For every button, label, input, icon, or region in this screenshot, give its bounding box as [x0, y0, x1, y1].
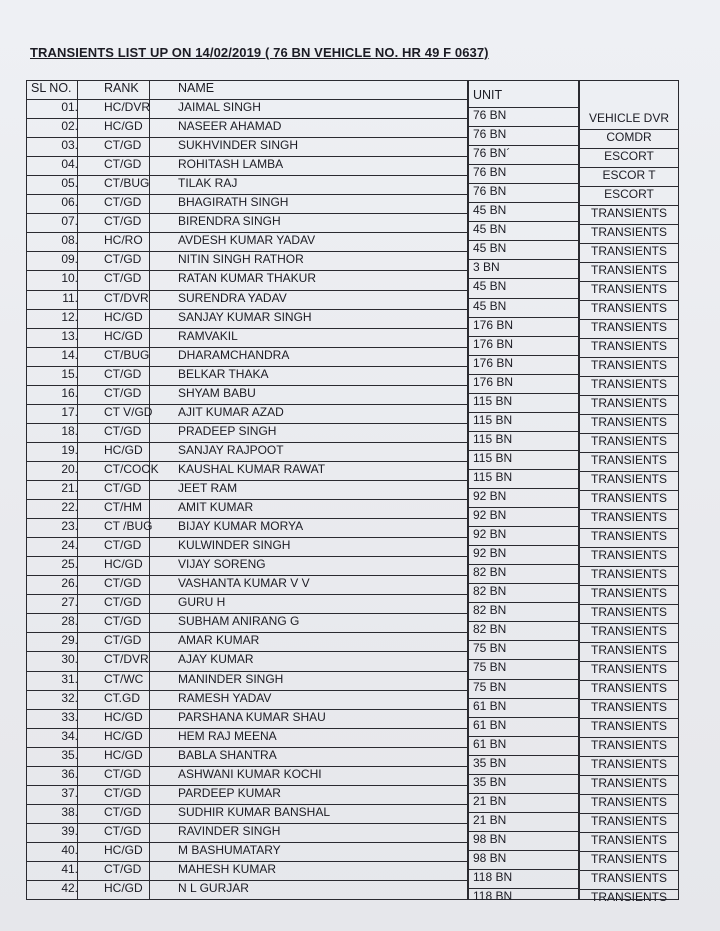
cell-vehicle-role: TRANSIENTS: [590, 206, 667, 220]
cell-unit: 92 BN: [473, 527, 507, 542]
cell-unit: 75 BN: [473, 660, 507, 675]
cell-unit: 115 BN: [473, 431, 513, 446]
cell-name: JEET RAM: [178, 481, 238, 495]
cell-sl-no: 06.: [61, 195, 78, 210]
cell-sl-no: 02.: [61, 119, 78, 134]
cell-sl-no: 12.: [61, 309, 78, 324]
cell-rank: CT/BUG: [104, 176, 150, 191]
cell-unit: 76 BN: [473, 127, 507, 142]
cell-sl-no: 05.: [61, 176, 78, 191]
cell-rank: CT/BUG: [104, 347, 150, 362]
cell-sl-no: 36.: [61, 766, 78, 781]
cell-unit: 3 BN: [473, 260, 500, 275]
cell-sl-no: 23.: [61, 519, 78, 534]
cell-name: SHYAM BABU: [178, 385, 256, 400]
cell-name: BABLA SHANTRA: [178, 747, 277, 762]
cell-unit: 76 BN: [473, 165, 507, 180]
cell-rank: CT/WC: [104, 671, 144, 686]
cell-vehicle-role: ESCOR T: [602, 168, 656, 182]
cell-vehicle-role: TRANSIENTS: [590, 890, 667, 904]
cell-sl-no: 08.: [61, 233, 78, 248]
cell-name: RATAN KUMAR THAKUR: [178, 271, 317, 286]
header-unit: UNIT: [473, 88, 503, 102]
cell-unit: 115 BN: [473, 450, 513, 465]
cell-vehicle-role: TRANSIENTS: [590, 301, 667, 315]
cell-unit: 21 BN: [473, 812, 507, 827]
cell-rank: HC/GD: [104, 747, 143, 762]
cell-vehicle-role: TRANSIENTS: [590, 662, 667, 676]
cell-vehicle-role: TRANSIENTS: [590, 377, 667, 391]
cell-sl-no: 14.: [61, 347, 78, 362]
cell-name: M BASHUMATARY: [178, 842, 281, 857]
cell-sl-no: 40.: [61, 842, 78, 857]
cell-vehicle-role: TRANSIENTS: [590, 719, 667, 733]
row-divider: [27, 594, 467, 595]
cell-sl-no: 13.: [61, 328, 78, 343]
cell-unit: 118 BN: [473, 870, 513, 884]
cell-sl-no: 11.: [62, 290, 78, 305]
cell-rank: CT/GD: [104, 595, 142, 610]
cell-sl-no: 29.: [61, 633, 78, 648]
cell-sl-no: 31.: [61, 671, 78, 686]
cell-sl-no: 33.: [61, 709, 78, 724]
cell-unit: 82 BN: [473, 603, 507, 618]
cell-sl-no: 27.: [61, 595, 78, 610]
cell-unit: 92 BN: [473, 546, 507, 561]
cell-rank: CT/GD: [104, 804, 142, 819]
cell-unit: 115 BN: [473, 469, 513, 484]
cell-rank: CT/GD: [104, 138, 142, 153]
cell-vehicle-role: TRANSIENTS: [590, 510, 667, 524]
cell-name: BHAGIRATH SINGH: [178, 195, 289, 210]
cell-sl-no: 38.: [61, 804, 78, 819]
cell-rank: CT/GD: [104, 766, 142, 781]
cell-name: PARDEEP KUMAR: [178, 785, 281, 800]
cell-vehicle-role: TRANSIENTS: [590, 795, 667, 809]
cell-sl-no: 32.: [61, 690, 78, 705]
cell-unit: 92 BN: [473, 508, 507, 523]
cell-name: BIJAY KUMAR MORYA: [178, 519, 304, 534]
cell-sl-no: 34.: [61, 728, 78, 743]
cell-unit: 176 BN: [473, 317, 514, 332]
row-divider: [27, 480, 467, 481]
cell-name: ROHITASH LAMBA: [178, 157, 284, 172]
cell-sl-no: 30.: [61, 652, 78, 667]
cell-name: AMIT KUMAR: [178, 500, 254, 515]
cell-sl-no: 28.: [61, 614, 78, 629]
cell-vehicle-role: TRANSIENTS: [590, 567, 667, 581]
header-rank: RANK: [104, 81, 139, 95]
cell-name: RAVINDER SINGH: [178, 823, 281, 838]
cell-unit: 176 BN: [473, 374, 514, 389]
cell-name: ASHWANI KUMAR KOCHI: [178, 766, 322, 781]
cell-name: SUBHAM ANIRANG G: [178, 614, 300, 629]
row-divider: [27, 328, 467, 329]
cell-vehicle-role: VEHICLE DVR: [588, 111, 670, 125]
cell-rank: CT/GD: [104, 633, 142, 648]
cell-unit: 92 BN: [473, 489, 507, 503]
cell-sl-no: 41.: [61, 862, 78, 876]
cell-rank: CT V/GD: [104, 404, 153, 419]
cell-sl-no: 04.: [61, 157, 78, 172]
cell-vehicle-role: ESCORT: [604, 187, 654, 201]
cell-vehicle-role: TRANSIENTS: [590, 529, 667, 543]
cell-name: AVDESH KUMAR YADAV: [178, 233, 316, 248]
cell-unit: 76 BN: [473, 108, 507, 122]
cell-sl-no: 15.: [61, 366, 78, 381]
cell-sl-no: 07.: [61, 214, 78, 229]
cell-vehicle-role: ESCORT: [604, 149, 654, 163]
cell-name: DHARAMCHANDRA: [178, 347, 290, 362]
cell-vehicle-role: TRANSIENTS: [590, 339, 667, 353]
cell-name: MAHESH KUMAR: [178, 862, 277, 876]
cell-vehicle-role: TRANSIENTS: [590, 757, 667, 771]
cell-unit: 35 BN: [473, 755, 507, 770]
cell-unit: 98 BN: [473, 831, 507, 846]
cell-vehicle-role: TRANSIENTS: [590, 814, 667, 828]
cell-unit: 176 BN: [473, 355, 514, 370]
cell-vehicle-role: TRANSIENTS: [590, 624, 667, 638]
cell-unit: 118 BN: [473, 889, 513, 904]
cell-rank: HC/GD: [104, 842, 143, 857]
cell-rank: HC/RO: [104, 233, 143, 248]
cell-rank: CT/GD: [104, 385, 142, 400]
cell-vehicle-role: TRANSIENTS: [590, 415, 667, 429]
cell-vehicle-role: TRANSIENTS: [590, 586, 667, 600]
cell-vehicle-role: TRANSIENTS: [590, 548, 667, 562]
cell-vehicle-role: COMDR: [606, 130, 652, 144]
cell-vehicle-role: TRANSIENTS: [590, 700, 667, 714]
cell-sl-no: 26.: [61, 576, 78, 591]
cell-unit: 75 BN: [473, 679, 507, 694]
cell-name: AJAY KUMAR: [178, 652, 254, 667]
cell-name: SUDHIR KUMAR BANSHAL: [178, 804, 331, 819]
cell-unit: 82 BN: [473, 584, 507, 599]
cell-sl-no: 10.: [61, 271, 78, 286]
header-name: NAME: [178, 81, 215, 95]
cell-unit: 21 BN: [473, 793, 507, 808]
cell-sl-no: 21.: [61, 481, 78, 495]
cell-sl-no: 37.: [61, 785, 78, 800]
cell-vehicle-role: TRANSIENTS: [590, 358, 667, 372]
cell-vehicle-role: TRANSIENTS: [590, 643, 667, 657]
cell-name: RAMVAKIL: [178, 328, 238, 343]
cell-unit: 98 BN: [473, 850, 507, 865]
cell-sl-no: 03.: [61, 138, 78, 153]
cell-name: VIJAY SORENG: [178, 557, 266, 572]
cell-sl-no: 25.: [61, 557, 78, 572]
cell-name: GURU H: [178, 595, 226, 610]
cell-name: N L GURJAR: [178, 881, 249, 896]
cell-rank: CT/DVR: [104, 290, 149, 305]
cell-name: RAMESH YADAV: [178, 690, 272, 705]
cell-unit: 76 BN´: [473, 146, 511, 161]
cell-rank: CT /BUG: [104, 519, 153, 534]
cell-name: SANJAY RAJPOOT: [178, 442, 284, 457]
cell-vehicle-role: TRANSIENTS: [590, 833, 667, 847]
cell-sl-no: 39.: [61, 823, 78, 838]
cell-vehicle-role: TRANSIENTS: [590, 282, 667, 296]
cell-vehicle-role: TRANSIENTS: [590, 320, 667, 334]
cell-sl-no: 19.: [61, 442, 78, 457]
cell-sl-no: 01.: [61, 100, 78, 114]
cell-rank: HC/GD: [104, 557, 143, 572]
cell-sl-no: 35.: [61, 747, 78, 762]
cell-rank: CT/GD: [104, 157, 142, 172]
cell-name: KULWINDER SINGH: [178, 538, 291, 553]
header-sl-no: SL NO.: [31, 81, 72, 95]
cell-sl-no: 16.: [61, 385, 78, 400]
cell-rank: CT/GD: [104, 481, 142, 495]
cell-unit: 45 BN: [473, 222, 507, 237]
cell-name: SANJAY KUMAR SINGH: [178, 309, 312, 324]
cell-vehicle-role: TRANSIENTS: [590, 681, 667, 695]
cell-unit: 45 BN: [473, 241, 507, 256]
cell-unit: 115 BN: [473, 412, 513, 427]
cell-unit: 61 BN: [473, 717, 507, 732]
cell-sl-no: 20.: [61, 461, 78, 476]
cell-sl-no: 09.: [61, 252, 78, 267]
cell-rank: CT/GD: [104, 423, 142, 438]
cell-rank: CT/GD: [104, 195, 142, 210]
cell-rank: HC/GD: [104, 709, 143, 724]
cell-name: BELKAR THAKA: [178, 366, 269, 381]
cell-rank: CT/GD: [104, 252, 142, 267]
cell-name: PRADEEP SINGH: [178, 423, 277, 438]
cell-rank: CT/GD: [104, 785, 142, 800]
cell-unit: 45 BN: [473, 279, 507, 294]
cell-rank: CT/GD: [104, 576, 142, 591]
cell-unit: 61 BN: [473, 698, 507, 713]
cell-vehicle-role: TRANSIENTS: [590, 871, 667, 885]
cell-rank: CT/COOK: [104, 461, 159, 476]
cell-unit: 61 BN: [473, 736, 507, 751]
cell-vehicle-role: TRANSIENTS: [590, 776, 667, 790]
row-divider: [27, 175, 467, 176]
cell-rank: HC/GD: [104, 309, 143, 324]
cell-rank: CT.GD: [104, 690, 140, 705]
cell-name: AJIT KUMAR AZAD: [178, 404, 284, 419]
cell-vehicle-role: TRANSIENTS: [590, 434, 667, 448]
cell-name: SURENDRA YADAV: [178, 290, 287, 305]
cell-vehicle-role: TRANSIENTS: [590, 852, 667, 866]
row-divider: [27, 899, 467, 900]
cell-vehicle-role: TRANSIENTS: [590, 738, 667, 752]
cell-unit: 45 BN: [473, 298, 507, 313]
cell-name: HEM RAJ MEENA: [178, 728, 277, 743]
cell-vehicle-role: TRANSIENTS: [590, 605, 667, 619]
cell-name: JAIMAL SINGH: [178, 100, 261, 114]
cell-name: NASEER AHAMAD: [178, 119, 282, 134]
cell-vehicle-role: TRANSIENTS: [590, 244, 667, 258]
cell-name: PARSHANA KUMAR SHAU: [178, 709, 326, 724]
cell-rank: CT/GD: [104, 614, 142, 629]
cell-sl-no: 17.: [61, 404, 78, 419]
cell-unit: 82 BN: [473, 622, 507, 637]
cell-name: SUKHVINDER SINGH: [178, 138, 299, 153]
cell-name: BIRENDRA SINGH: [178, 214, 281, 229]
cell-rank: HC/GD: [104, 442, 143, 457]
cell-name: AMAR KUMAR: [178, 633, 260, 648]
cell-rank: CT/GD: [104, 214, 142, 229]
cell-unit: 75 BN: [473, 641, 507, 656]
cell-name: MANINDER SINGH: [178, 671, 284, 686]
cell-unit: 115 BN: [473, 393, 513, 408]
cell-unit: 82 BN: [473, 565, 507, 580]
cell-vehicle-role: TRANSIENTS: [590, 491, 667, 505]
cell-rank: HC/DVR: [104, 100, 151, 114]
cell-vehicle-role: TRANSIENTS: [590, 225, 667, 239]
cell-rank: CT/GD: [104, 271, 142, 286]
cell-unit: 176 BN: [473, 336, 514, 351]
cell-rank: CT/GD: [104, 823, 142, 838]
cell-vehicle-role: TRANSIENTS: [590, 472, 667, 486]
cell-sl-no: 22.: [61, 500, 78, 515]
cell-name: VASHANTA KUMAR V V: [178, 576, 310, 591]
cell-vehicle-role: TRANSIENTS: [590, 396, 667, 410]
cell-rank: HC/GD: [104, 119, 143, 134]
cell-rank: CT/GD: [104, 538, 142, 553]
cell-rank: CT/HM: [104, 500, 142, 515]
cell-vehicle-role: TRANSIENTS: [590, 263, 667, 277]
cell-name: NITIN SINGH RATHOR: [178, 252, 304, 267]
cell-sl-no: 24.: [61, 538, 78, 553]
cell-rank: HC/GD: [104, 881, 143, 896]
cell-sl-no: 18.: [61, 423, 78, 438]
cell-sl-no: 42.: [61, 881, 78, 896]
column-divider: [149, 81, 150, 899]
cell-rank: HC/GD: [104, 328, 143, 343]
cell-vehicle-role: TRANSIENTS: [590, 453, 667, 467]
cell-name: TILAK RAJ: [178, 176, 238, 191]
cell-unit: 35 BN: [473, 774, 507, 789]
cell-unit: 45 BN: [473, 203, 507, 218]
cell-rank: HC/GD: [104, 728, 143, 743]
cell-name: KAUSHAL KUMAR RAWAT: [178, 461, 326, 476]
cell-rank: CT/DVR: [104, 652, 149, 667]
document-title: TRANSIENTS LIST UP ON 14/02/2019 ( 76 BN VEHICLE NO. HR 49 F 0637): [30, 45, 489, 60]
cell-rank: CT/GD: [104, 862, 142, 876]
cell-rank: CT/GD: [104, 366, 142, 381]
cell-unit: 76 BN: [473, 184, 507, 199]
